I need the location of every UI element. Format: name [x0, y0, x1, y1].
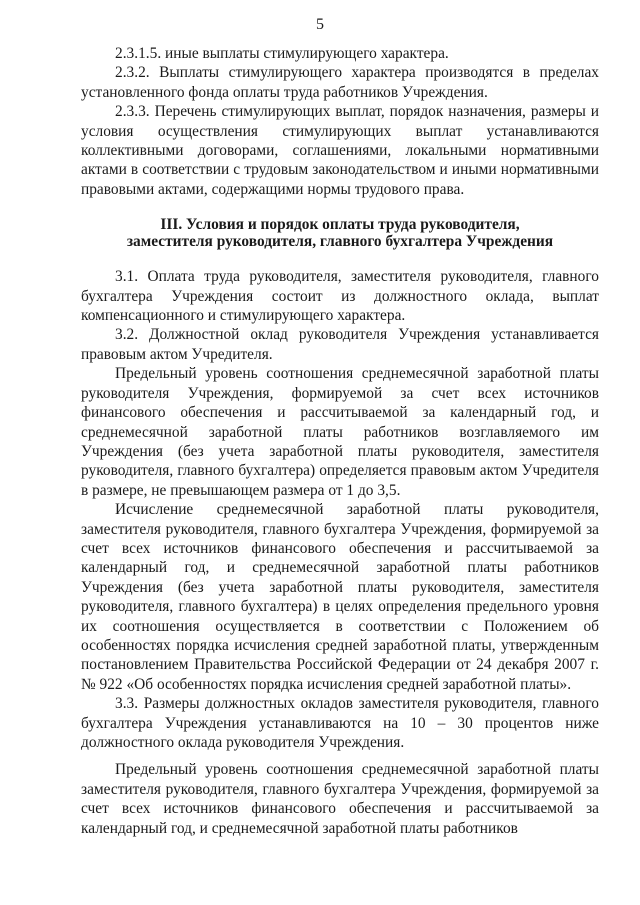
paragraph-calculation: Исчисление среднемесячной заработной платы руководителя, заместителя руководителя, главного бухгалтера Учреждения, формируемой за счет всех источников финансового обеспечения и рассчитываемой за календарный год, и среднемесячной заработной платы работников Учреждения (без учета заработной платы руководителя, заместителя руководителя, главного бухгалтера) в целях определения предельного уровня их соотношения осуществляется в соответствии с Положением об особенностях порядка исчисления средней заработной платы, утвержденным постановлением Правительства Российской Федерации от 24 декабря 2007 г. № 922 «Об особенностях порядка исчисления средней заработной платы». — [81, 501, 599, 693]
paragraph-2-3-3: 2.3.3. Перечень стимулирующих выплат, порядок назначения, размеры и условия осуществления стимулирующих выплат устанавливаются коллективными договорами, соглашениями, локальными нормативными актами в соответствии с трудовым законодательством и иными нормативными правовыми актами, содержащими нормы трудового права. — [81, 103, 599, 198]
document-body — [81, 44, 599, 838]
paragraph-2-3-2: 2.3.2. Выплаты стимулирующего характера производятся в пределах установленного фонда оплаты труда работников Учреждения. — [81, 64, 599, 101]
paragraph-3-1: 3.1. Оплата труда руководителя, заместителя руководителя, главного бухгалтера Учреждения состоит из должностного оклада, выплат компенсационного и стимулирующего характера. — [81, 268, 599, 325]
section-heading — [81, 216, 599, 250]
paragraph-3-2: 3.2. Должностной оклад руководителя Учреждения устанавливается правовым актом Учредителя. — [81, 326, 599, 363]
paragraph-limit-ratio-deputies: Предельный уровень соотношения среднемесячной заработной платы заместителя руководителя, главного бухгалтера Учреждения, формируемой за счет всех источников финансового обеспечения и рассчитываемой за календарный год, и среднемесячной заработной платы работников — [81, 761, 599, 837]
section-heading-line-1: III. Условия и порядок оплаты труда руководителя, — [160, 216, 520, 234]
section-heading-line-2: заместителя руководителя, главного бухгалтера Учреждения — [126, 233, 554, 251]
paragraph-gap — [81, 752, 599, 760]
paragraph-2-3-1-5: 2.3.1.5. иные выплаты стимулирующего характера. — [115, 45, 449, 62]
paragraph-3-3: 3.3. Размеры должностных окладов заместителя руководителя, главного бухгалтера Учреждения устанавливаются на 10 – 30 процентов ниже должностного оклада руководителя Учреждения. — [81, 695, 599, 751]
paragraph-limit-ratio: Предельный уровень соотношения среднемесячной заработной платы руководителя Учреждения, формируемой за счет всех источников финансового обеспечения и рассчитываемой за календарный год, и среднемесячной заработной платы работников возглавляемого им Учреждения (без учета заработной платы руководителя, заместителя руководителя, главного бухгалтера) определяется правовым актом Учредителя в размере, не превышающем размера от 1 до 3,5. — [81, 365, 599, 499]
page-number: 5 — [316, 16, 324, 33]
